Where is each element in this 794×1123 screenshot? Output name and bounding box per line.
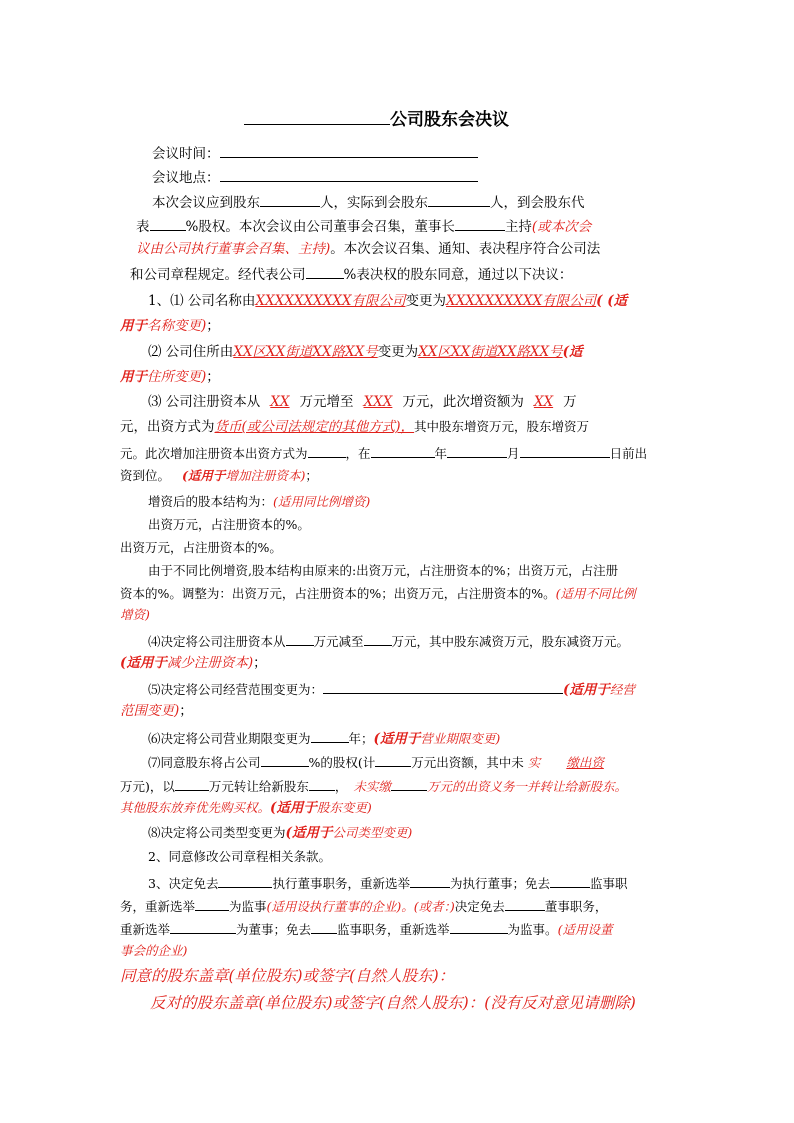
- item4-line-2: [120, 654, 267, 672]
- item-text: 为董事；免去: [236, 922, 312, 937]
- item-text: 决定免去: [454, 899, 505, 914]
- item-text: 为监事。: [507, 922, 558, 937]
- blank: [311, 919, 337, 934]
- item-text: 万元减至: [313, 634, 364, 649]
- item-text: 月: [507, 446, 520, 461]
- item-text: 出资万元，占注册资本的%。: [148, 517, 310, 532]
- item5-line-1: [148, 679, 635, 699]
- item-text: ⑶ 公司注册资本从: [148, 394, 261, 410]
- item-text: 万元，其中股东减资万元，股东减资万元。: [391, 634, 630, 649]
- signature-text: 同意的股东盖章(单位股东)或签字(自然人股东)：: [120, 967, 455, 985]
- item-text: 年: [434, 446, 448, 461]
- note-text: (适用设董: [557, 922, 613, 937]
- item-text: 万元)，以: [120, 779, 175, 794]
- agree-signature-line: [120, 966, 454, 986]
- item-text: 万元，此次增资额为: [402, 394, 524, 410]
- note-text: 万元的出资义务一并转让给新股东。: [426, 779, 627, 794]
- item1-1-line-2: [120, 317, 220, 335]
- item1-1-line-1: [148, 292, 627, 310]
- note-text: 减少注册资本): [166, 655, 254, 671]
- meeting-place-label: 会议地点：: [152, 170, 220, 186]
- item-text: 董事职务，: [544, 899, 608, 914]
- intro-text: 表: [136, 219, 150, 235]
- note-text: (适: [562, 344, 583, 360]
- note-text: 用于: [120, 369, 147, 385]
- note-text: (适用于: [563, 682, 610, 698]
- note-text: (或本次会: [531, 219, 592, 235]
- blank: [450, 919, 508, 934]
- note-text: (适用于: [182, 468, 226, 483]
- intro-text: %表决权的股东同意，通过以下决议：: [343, 267, 573, 283]
- item-text: 由于不同比例增资,股本结构由原来的:出资万元，占注册资本的%；出资万元，占注册: [148, 563, 619, 578]
- new-name-value: XXXXXXXXXX有限公司: [446, 293, 597, 309]
- item1-3-line-1: [148, 393, 577, 411]
- blank: [150, 216, 186, 231]
- item-text: ；: [179, 703, 193, 719]
- blank: [195, 896, 229, 911]
- blank: [306, 264, 344, 279]
- note-text: 实: [527, 755, 541, 770]
- item-text: ，在: [345, 446, 371, 461]
- item-text: 2、同意修改公司章程相关条款。: [148, 849, 331, 864]
- note-text: 增加注册资本): [225, 468, 306, 483]
- item-text: 为执行董事；免去: [449, 876, 550, 891]
- note-text: 增资): [120, 607, 150, 622]
- item-text: ⑺同意股东将占公司: [148, 755, 261, 770]
- meeting-time-line: [152, 143, 478, 163]
- signature-text: 反对的股东盖章(单位股东)或签字(自然人股东)：(没有反对意见请删除): [150, 994, 636, 1012]
- blank: [428, 192, 490, 207]
- item-text: 监事职务，重新选举: [337, 922, 450, 937]
- item-text: ⑵ 公司住所由: [148, 344, 234, 360]
- item1-3-line-3: [120, 443, 647, 463]
- intro-text: 主持: [504, 219, 532, 235]
- blank: [391, 776, 427, 791]
- capital-row-2: [120, 539, 282, 557]
- contribution-method-value: 货币(或公司法规定的其他方式)，: [214, 419, 415, 435]
- item-text: 资本的%。调整为：出资万元，占注册资本的%；出资万元，占注册资本的%。: [120, 586, 556, 601]
- intro-text: 和公司章程规定。经代表公司: [130, 267, 306, 283]
- item-text: 执行董事职务，重新选举: [272, 876, 410, 891]
- meeting-time-label: 会议时间：: [152, 146, 220, 162]
- blank: [286, 631, 314, 646]
- note-text: (适用同比例增资): [273, 494, 371, 509]
- note-text: (适用设执行董事的企业)。(或者：): [266, 899, 455, 914]
- intro-text: 本次会议应到股东: [152, 195, 260, 211]
- item-text: 务，重新选举: [120, 899, 196, 914]
- blank: [375, 752, 411, 767]
- item-text: 监事职: [589, 876, 628, 891]
- item-text: ⑷决定将公司注册资本从: [148, 634, 286, 649]
- new-address-value: XX区XX街道XX路XX号: [418, 344, 563, 360]
- nonprop-line-1: [148, 562, 618, 580]
- item3-line-1: [148, 873, 628, 893]
- intro-line-1: [152, 192, 585, 212]
- blank: [410, 873, 450, 888]
- oppose-signature-line: [150, 993, 636, 1013]
- note-text: 股东变更): [316, 800, 372, 815]
- blank: [323, 679, 563, 694]
- item-text: 元，出资方式为: [120, 419, 215, 435]
- item-text: 重新选举: [120, 922, 171, 937]
- note-text: 事会的企业): [120, 943, 188, 958]
- note-text: 住所变更): [147, 369, 207, 385]
- item-text: 3、决定免去: [148, 876, 219, 891]
- item-text: ；: [206, 369, 220, 385]
- item1-3-line-2: [120, 418, 589, 436]
- note-text: (适用于: [285, 825, 333, 841]
- intro-text: %股权。本次会议由公司董事会召集，董事长: [185, 219, 455, 235]
- blank: [371, 443, 435, 458]
- note-text: 未实缴: [353, 779, 391, 794]
- blank: [505, 896, 545, 911]
- note-text: 公司类型变更): [332, 825, 413, 840]
- intro-line-2: [136, 216, 591, 236]
- item-text: 万元出资额，其中未: [411, 755, 524, 770]
- note-text: 缴出资: [566, 755, 604, 770]
- note-text: (适用于: [120, 655, 167, 671]
- nonprop-line-2: [120, 585, 636, 603]
- blank: [309, 776, 335, 791]
- old-address-value: XX区XX街道XX路XX号: [233, 344, 378, 360]
- item-text: 万: [563, 394, 577, 410]
- item-text: ⑹决定将公司营业期限变更为: [148, 731, 311, 746]
- capital-to-value: XXX: [363, 394, 393, 410]
- intro-line-3: [136, 240, 600, 258]
- meeting-place-line: [152, 167, 478, 187]
- item-text: 资到位。: [120, 468, 171, 483]
- blank: [260, 192, 320, 207]
- intro-text: 人，实际到会股东: [320, 195, 428, 211]
- blank: [218, 873, 272, 888]
- item7-line-3: [120, 799, 372, 817]
- item8-line: [148, 824, 412, 842]
- page-title: [244, 106, 509, 131]
- item-text: 日前出: [609, 446, 648, 461]
- item2-line: [148, 848, 331, 866]
- capital-after-line: [148, 493, 370, 511]
- item-text: ；: [305, 468, 318, 483]
- meeting-time-blank: [220, 143, 478, 158]
- blank: [455, 216, 505, 231]
- note-text: ( (适: [596, 293, 628, 309]
- item-text: 万元增至: [299, 394, 354, 410]
- item1-3-line-4: [120, 467, 318, 485]
- item5-line-2: [120, 702, 193, 720]
- note-text: 议由公司执行董事会召集、主持): [136, 241, 331, 257]
- note-text: (适用于: [270, 800, 317, 816]
- note-text: 用于: [120, 318, 147, 334]
- item-text: 元。此次增加注册资本出资方式为: [120, 446, 308, 461]
- note-text: 范围变更): [120, 703, 180, 719]
- blank: [311, 728, 349, 743]
- blank: [175, 776, 209, 791]
- item-text: ⑸决定将公司经营范围变更为：: [148, 682, 324, 697]
- item3-line-4: [120, 942, 187, 960]
- note-text: (适用于: [373, 731, 421, 747]
- title-text: 公司股东会决议: [390, 110, 509, 130]
- blank: [364, 631, 392, 646]
- old-name-value: XXXXXXXXXX有限公司: [255, 293, 406, 309]
- intro-text: 人，到会股东代: [490, 195, 585, 211]
- item3-line-2: [120, 896, 607, 916]
- item7-line-1: [148, 752, 604, 772]
- capital-from-value: XX: [270, 394, 290, 410]
- blank: [447, 443, 507, 458]
- intro-text: 。本次会议召集、通知、表决程序符合公司法: [330, 241, 601, 257]
- item-text: ；: [253, 655, 267, 671]
- item-text: 为监事: [229, 899, 267, 914]
- item-text: 增资后的股本结构为：: [148, 494, 274, 509]
- item-text: %的股权(计: [308, 755, 376, 770]
- item-text: ⑻决定将公司类型变更为: [148, 825, 286, 840]
- item1-2-line-1: [148, 343, 582, 361]
- item7-line-2: [120, 776, 627, 796]
- item1-2-line-2: [120, 368, 220, 386]
- company-name-blank: [244, 106, 390, 125]
- meeting-place-blank: [220, 167, 478, 182]
- item-text: 1、⑴ 公司名称由: [148, 293, 256, 309]
- item-text: 万元转让给新股东: [208, 779, 309, 794]
- item-text: ，: [334, 779, 348, 794]
- increase-value: XX: [533, 394, 554, 410]
- blank: [550, 873, 590, 888]
- note-text: (适用不同比例: [555, 586, 636, 601]
- nonprop-line-3: [120, 606, 150, 624]
- item-text: 出资万元，占注册资本的%。: [120, 540, 282, 555]
- item6-line: [148, 728, 500, 748]
- blank: [308, 443, 346, 458]
- note-text: 名称变更): [147, 318, 207, 334]
- blank: [261, 752, 309, 767]
- item4-line-1: [148, 631, 629, 651]
- item-text: ；: [206, 318, 220, 334]
- item3-line-3: [120, 919, 612, 939]
- item-text: 变更为: [377, 344, 419, 360]
- item-text: 其中股东增资万元，股东增资万: [414, 419, 590, 434]
- blank: [520, 443, 610, 458]
- item-text: 变更为: [405, 293, 446, 309]
- note-text: 营业期限变更): [420, 731, 501, 746]
- capital-row-1: [148, 516, 310, 534]
- note-text: 其他股东放弃优先购买权。: [120, 800, 271, 815]
- note-text: 经营: [609, 682, 635, 697]
- item-text: 年；: [348, 731, 374, 746]
- blank: [170, 919, 236, 934]
- intro-line-4: [130, 264, 572, 284]
